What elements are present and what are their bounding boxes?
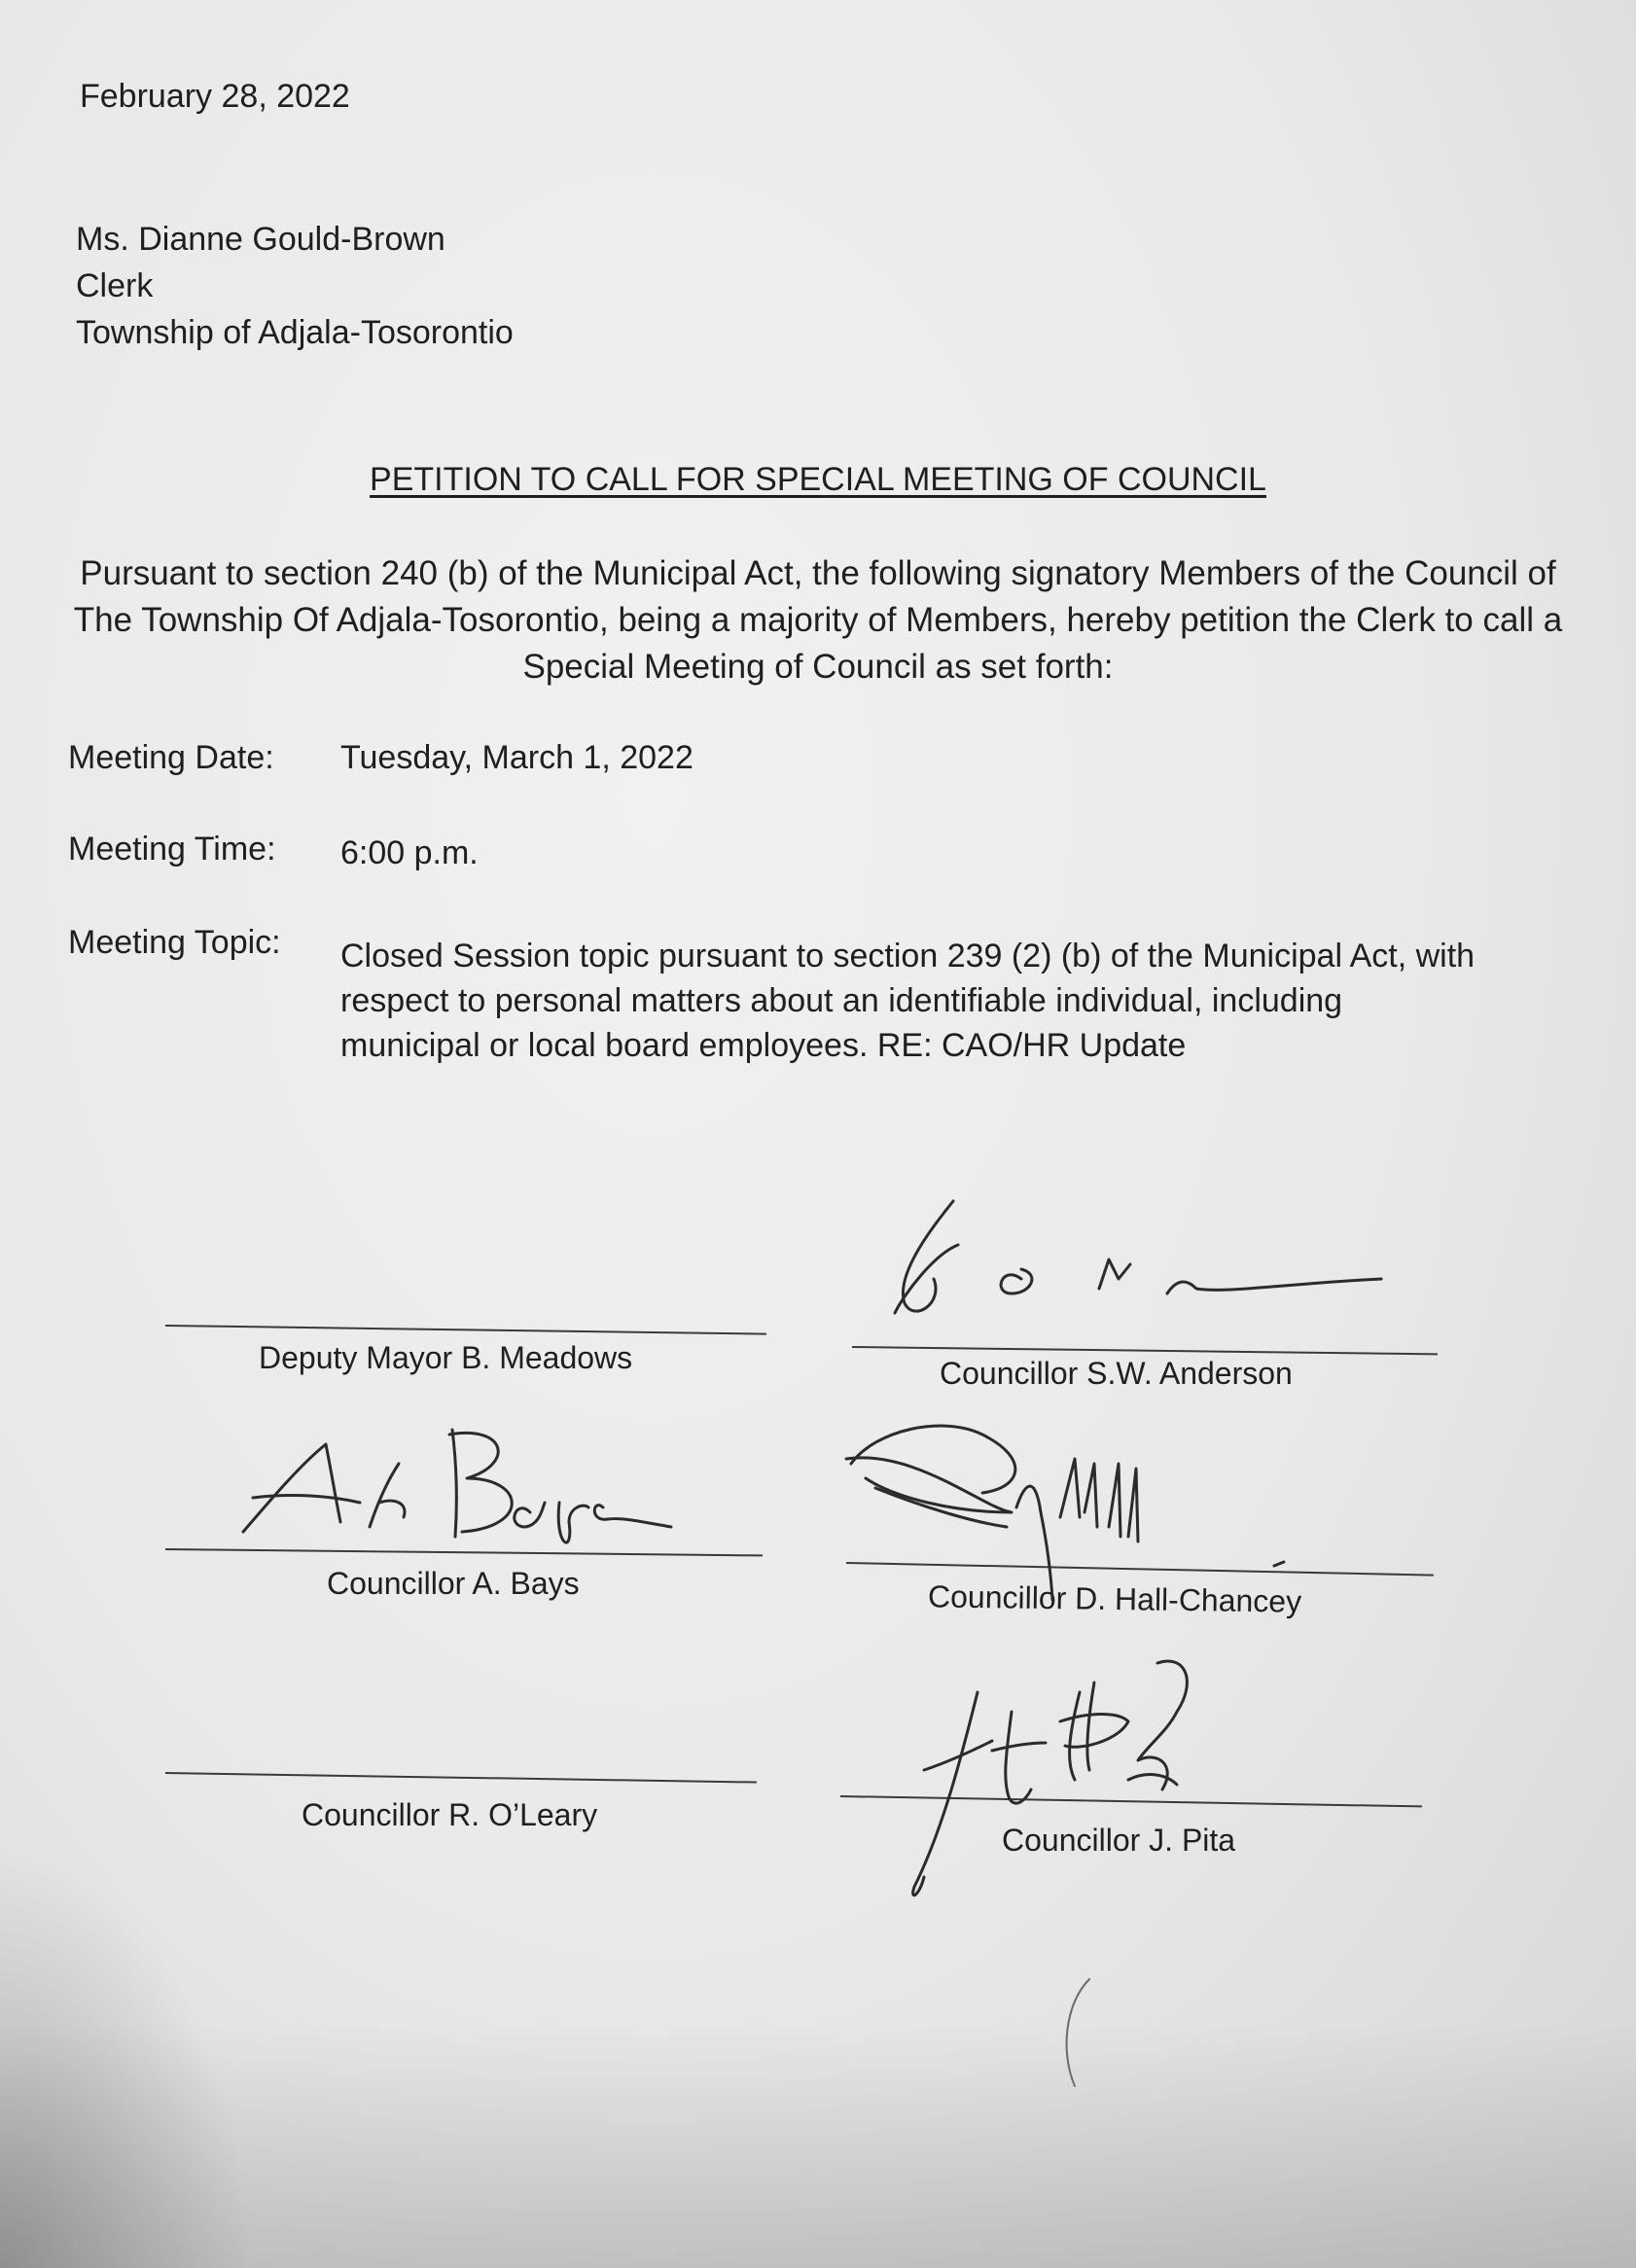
signatory-bays: Councillor A. Bays [327,1566,580,1601]
petition-title: PETITION TO CALL FOR SPECIAL MEETING OF COUNCIL [370,461,1266,498]
meeting-date-value: Tuesday, March 1, 2022 [340,739,694,776]
recipient-position: Clerk [76,267,154,304]
recipient-organization: Township of Adjala-Tosorontio [76,314,514,351]
letter-date: February 28, 2022 [80,78,350,115]
petition-intro: Pursuant to section 240 (b) of the Municipal Act, the following signatory Members of the Council of The Township Of Adjala-Tosorontio, being a majority of Members, hereby petition the Clerk to call a Special Meeting of Council as set forth: [73,554,1563,686]
signature-pita [885,1653,1294,1906]
signature-anderson [875,1187,1420,1332]
paper-corner-shadow [0,1848,253,2268]
meeting-topic-line: respect to personal matters about an identifiable individual, including [340,982,1343,1019]
signatory-pita: Councillor J. Pita [1002,1823,1236,1858]
signature-bays [233,1410,700,1566]
recipient-name: Ms. Dianne Gould-Brown [76,221,445,258]
signature-hall-chancey [836,1420,1303,1614]
meeting-date-label: Meeting Date: [68,739,274,776]
meeting-topic-label: Meeting Topic: [68,924,281,961]
meeting-topic-line: municipal or local board employees. RE: CAO/HR Update [340,1027,1187,1064]
meeting-time-value: 6:00 p.m. [340,834,479,871]
meeting-time-label: Meeting Time: [68,831,276,868]
pen-mark [1050,1974,1109,2091]
signatory-oleary: Councillor R. O’Leary [302,1797,598,1832]
signatory-anderson: Councillor S.W. Anderson [940,1356,1293,1391]
signatory-hall-chancey: Councillor D. Hall-Chancey [927,1578,1302,1619]
meeting-topic-line: Closed Session topic pursuant to section 239 (2) (b) of the Municipal Act, with [340,938,1476,975]
signatory-meadows: Deputy Mayor B. Meadows [259,1340,633,1375]
